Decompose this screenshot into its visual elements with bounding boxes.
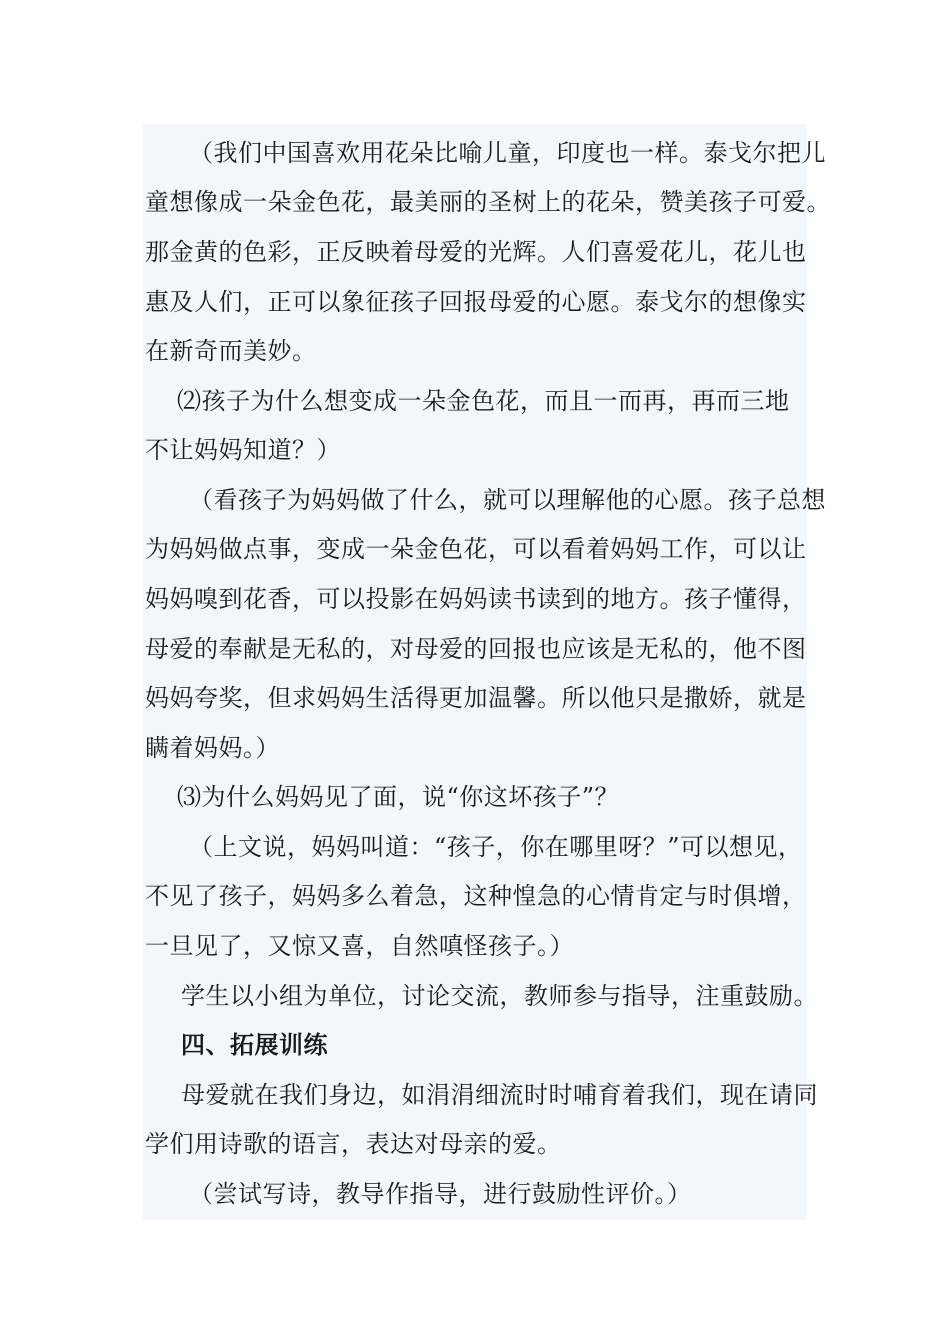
extension-line-3: （尝试写诗，教导作指导，进行鼓励性评价。） bbox=[189, 1180, 692, 1208]
answer-2-line-3: 妈妈嗅到花香，可以投影在妈妈读书读到的地方。孩子懂得， bbox=[145, 585, 807, 613]
answer-2-line-4: 母爱的奉献是无私的，对母爱的回报也应该是无私的，他不图 bbox=[145, 635, 807, 663]
extension-line-2: 学们用诗歌的语言，表达对母亲的爱。 bbox=[145, 1130, 562, 1158]
paragraph-line-3: 那金黄的色彩，正反映着母爱的光辉。人们喜爱花儿，花儿也 bbox=[145, 238, 807, 266]
answer-2-line-1: （看孩子为妈妈做了什么，就可以理解他的心愿。孩子总想 bbox=[189, 486, 826, 514]
paragraph-line-2: 童想像成一朵金色花，最美丽的圣树上的花朵，赞美孩子可爱。 bbox=[145, 188, 831, 216]
paragraph-line-4: 惠及人们，正可以象征孩子回报母爱的心愿。泰戈尔的想像实 bbox=[145, 288, 807, 316]
answer-3-line-1: （上文说，妈妈叫道：“孩子，你在哪里呀？”可以想见， bbox=[189, 833, 803, 861]
section-heading: 四、拓展训练 bbox=[181, 1030, 328, 1059]
answer-3-line-3: 一旦见了，又惊又喜，自然嗔怪孩子。） bbox=[145, 932, 574, 960]
paragraph-line-1: （我们中国喜欢用花朵比喻儿童，印度也一样。泰戈尔把儿 bbox=[189, 139, 826, 167]
question-2-line-2: 不让妈妈知道？） bbox=[145, 436, 341, 464]
instruction-line: 学生以小组为单位，讨论交流，教师参与指导，注重鼓励。 bbox=[181, 982, 818, 1010]
answer-2-line-2: 为妈妈做点事，变成一朵金色花，可以看着妈妈工作，可以让 bbox=[145, 535, 807, 563]
document-text-block bbox=[143, 124, 831, 1220]
answer-2-line-5: 妈妈夸奖，但求妈妈生活得更加温馨。所以他只是撒娇，就是 bbox=[145, 684, 807, 712]
question-3-line: ⑶为什么妈妈见了面，说“你这坏孩子”？ bbox=[177, 783, 620, 811]
extension-line-1: 母爱就在我们身边，如涓涓细流时时哺育着我们，现在请同 bbox=[181, 1081, 818, 1109]
paragraph-line-5: 在新奇而美妙。 bbox=[145, 337, 317, 365]
question-2-line-1: ⑵孩子为什么想变成一朵金色花，而且一而再，再而三地 bbox=[177, 387, 790, 415]
answer-3-line-2: 不见了孩子，妈妈多么着急，这种惶急的心情肯定与时俱增， bbox=[145, 882, 807, 910]
answer-2-line-6: 瞒着妈妈。） bbox=[145, 734, 280, 762]
